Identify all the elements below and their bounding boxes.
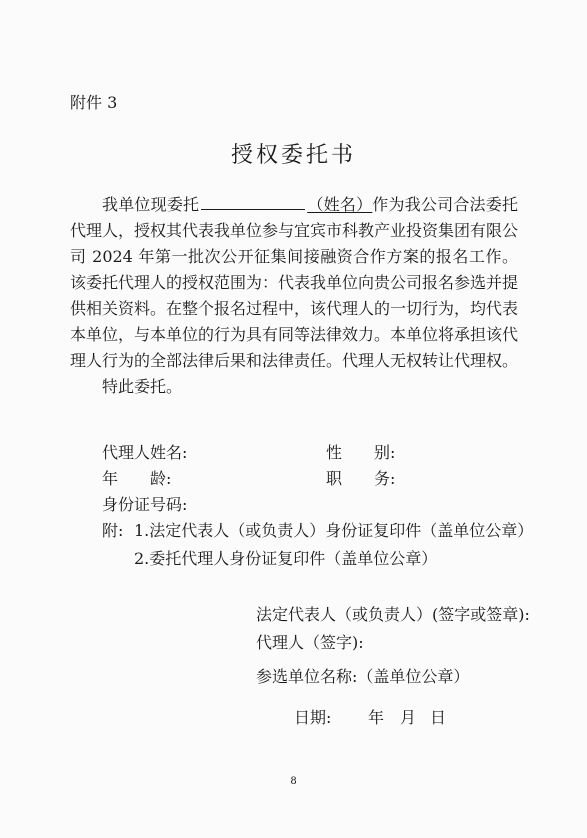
date-day: 日 — [430, 708, 447, 727]
signature-legal-rep: 法定代表人（或负责人）(签字或签章): — [256, 605, 530, 624]
p1-before-blank: 我单位现委托 — [102, 195, 200, 214]
signature-unit-name: 参选单位名称:（盖单位公章） — [256, 667, 470, 686]
date-month: 月 — [400, 708, 417, 727]
name-blank-line — [201, 195, 305, 210]
date-year: 年 — [368, 708, 385, 727]
attachment-item-2: 2.委托代理人身份证复印件（盖单位公章） — [134, 549, 438, 568]
p1-name-note: （姓名） — [307, 195, 373, 214]
attachments-prefix: 附: — [102, 521, 124, 540]
field-position: 职 务: — [326, 469, 396, 488]
field-gender: 性 别: — [326, 443, 396, 462]
signature-agent: 代理人（签字): — [256, 633, 364, 652]
field-age: 年 龄: — [102, 469, 172, 488]
field-agent-name: 代理人姓名: — [102, 443, 188, 462]
document-body — [70, 192, 518, 400]
document-title: 授权委托书 — [230, 143, 356, 168]
attachment-label: 附件 3 — [70, 93, 118, 112]
page-number: 8 — [290, 776, 297, 787]
p1-after: 作为我公司合法委托代理人，授权其代表我单位参与宜宾市科教产业投资集团有限公司 2024 年第一批次公开征集间接融资合作方案的报名工作。该委托代理人的授权范围为：代表我单位向贵公司报名参选并提供相关资料。在整个报名过程中，该代理人的一切行为，均代表本单位，与本单位的行为具有同等法律效力。本单位将承担该代理人行为的全部法律后果和法律责任。代理人无权转让代理权。 — [70, 195, 519, 370]
body-paragraph-2: 特此委托。 — [102, 377, 183, 396]
attachment-item-1: 1.法定代表人（或负责人）身份证复印件（盖单位公章） — [134, 521, 534, 540]
body-paragraph-1 — [70, 192, 518, 374]
field-id-number: 身份证号码: — [102, 495, 188, 514]
date-label: 日期: — [294, 708, 332, 727]
